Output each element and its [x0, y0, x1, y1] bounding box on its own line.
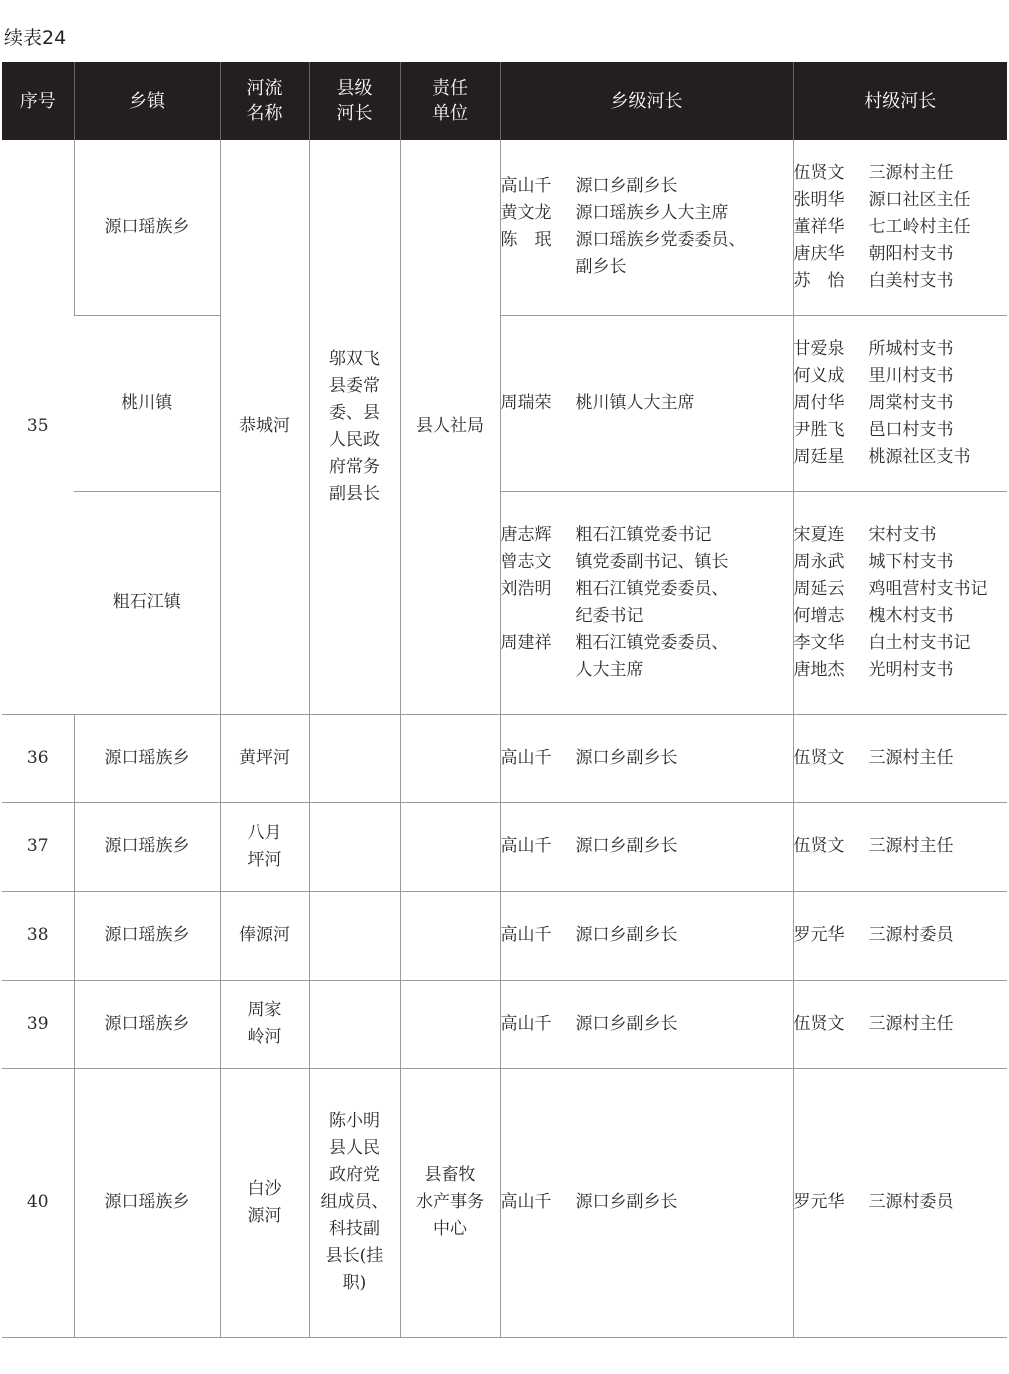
township-cell: 源口瑶族乡	[74, 140, 220, 315]
town-chief-cell	[500, 980, 793, 1068]
river-cell: 白沙 源河	[220, 1068, 309, 1337]
list-item: 周瑞荣 桃川镇人大主席	[500, 392, 695, 413]
town-chief-cell	[500, 315, 793, 491]
county-chief-cell	[309, 891, 400, 980]
town-chief-cell	[500, 140, 793, 315]
list-item: 宋夏连 宋村支书	[793, 524, 937, 545]
village-chief-cell	[793, 891, 1007, 980]
village-chief-cell	[793, 714, 1007, 802]
list-item: 高山千 源口乡副乡长	[500, 176, 678, 197]
header-town-chief: 乡级河长	[500, 62, 793, 140]
township-cell: 源口瑶族乡	[74, 1068, 220, 1337]
table-row	[2, 891, 1007, 980]
list-item: 苏 怡 白美村支书	[793, 270, 954, 291]
seq-cell: 35	[2, 140, 74, 714]
list-item: 何增志 槐木村支书	[793, 605, 954, 626]
river-cell: 黄坪河	[220, 714, 309, 802]
town-chief-cell	[500, 491, 793, 714]
list-item: 陈 珉 源口瑶族乡党委委员、	[500, 230, 746, 251]
seq-cell: 36	[2, 714, 74, 802]
village-chief-cell	[793, 980, 1007, 1068]
header-seq: 序号	[2, 62, 74, 140]
list-item: 高山千 源口乡副乡长	[500, 1192, 678, 1212]
unit-cell: 县人社局	[400, 140, 500, 714]
table-row	[2, 491, 1007, 714]
list-item: 伍贤文 三源村主任	[793, 836, 954, 856]
table-row	[2, 140, 1007, 315]
list-item: 尹胜飞 邑口村支书	[793, 419, 954, 440]
list-item: 人大主席	[575, 659, 644, 680]
river-cell: 俸源河	[220, 891, 309, 980]
list-item: 李文华 白土村支书记	[793, 632, 971, 653]
county-chief-cell	[309, 980, 400, 1068]
seq-cell: 37	[2, 802, 74, 891]
county-chief-cell: 陈小明 县人民 政府党 组成员、 科技副 县长(挂 职)	[309, 1068, 400, 1337]
unit-cell	[400, 891, 500, 980]
list-item: 张明华 源口社区主任	[793, 189, 971, 210]
table-row	[2, 1068, 1007, 1337]
header-village-chief: 村级河长	[793, 62, 1007, 140]
list-item: 周廷星 桃源社区支书	[793, 446, 971, 467]
township-cell: 源口瑶族乡	[74, 802, 220, 891]
list-item: 高山千 源口乡副乡长	[500, 925, 678, 945]
table-row	[2, 802, 1007, 891]
list-item: 伍贤文 三源村主任	[793, 1013, 954, 1034]
list-item: 罗元华 三源村委员	[793, 1192, 954, 1212]
list-item: 伍贤文 三源村主任	[793, 162, 954, 183]
table-row	[2, 315, 1007, 491]
town-chief-cell	[500, 802, 793, 891]
village-chief-cell	[793, 140, 1007, 315]
county-chief-cell	[309, 802, 400, 891]
list-item: 刘浩明 粗石江镇党委委员、	[500, 578, 729, 599]
river-cell: 八月 坪河	[220, 802, 309, 891]
list-item: 黄文龙 源口瑶族乡人大主席	[500, 203, 729, 224]
township-cell: 桃川镇	[74, 315, 220, 491]
village-chief-cell	[793, 315, 1007, 491]
town-chief-cell	[500, 1068, 793, 1337]
unit-cell: 县畜牧 水产事务 中心	[400, 1068, 500, 1337]
list-item: 纪委书记	[575, 605, 644, 626]
town-chief-cell	[500, 714, 793, 802]
list-item: 董祥华 七工岭村主任	[793, 216, 971, 237]
seq-cell: 39	[2, 980, 74, 1068]
town-chief-cell	[500, 891, 793, 980]
table-caption: 续表24	[4, 27, 67, 49]
list-item: 副乡长	[575, 257, 627, 278]
list-item: 唐庆华 朝阳村支书	[793, 243, 954, 264]
list-item: 周延云 鸡咀营村支书记	[793, 578, 988, 599]
header-township: 乡镇	[74, 62, 220, 140]
county-chief-cell	[309, 714, 400, 802]
unit-cell	[400, 802, 500, 891]
unit-cell	[400, 714, 500, 802]
table-row	[2, 714, 1007, 802]
village-chief-cell	[793, 1068, 1007, 1337]
township-cell: 源口瑶族乡	[74, 980, 220, 1068]
header-unit: 责任 单位	[400, 62, 500, 140]
list-item: 甘爱泉 所城村支书	[793, 338, 954, 359]
list-item: 高山千 源口乡副乡长	[500, 747, 678, 768]
list-item: 唐志辉 粗石江镇党委书记	[500, 524, 712, 545]
seq-cell: 40	[2, 1068, 74, 1337]
list-item: 唐地杰 光明村支书	[793, 659, 954, 680]
township-cell: 源口瑶族乡	[74, 891, 220, 980]
river-cell: 恭城河	[220, 140, 309, 714]
list-item: 高山千 源口乡副乡长	[500, 1013, 678, 1034]
river-cell: 周家 岭河	[220, 980, 309, 1068]
header-river: 河流 名称	[220, 62, 309, 140]
township-cell: 源口瑶族乡	[74, 714, 220, 802]
list-item: 周永武 城下村支书	[793, 551, 954, 572]
list-item: 高山千 源口乡副乡长	[500, 836, 678, 856]
township-cell: 粗石江镇	[74, 491, 220, 714]
list-item: 曾志文 镇党委副书记、镇长	[500, 551, 729, 572]
list-item: 何义成 里川村支书	[793, 365, 954, 386]
list-item: 周付华 周棠村支书	[793, 392, 954, 413]
header-county-chief: 县级 河长	[309, 62, 400, 140]
county-chief-cell: 邬双飞 县委常 委、县 人民政 府常务 副县长	[309, 140, 400, 714]
village-chief-cell	[793, 802, 1007, 891]
village-chief-cell	[793, 491, 1007, 714]
seq-cell: 38	[2, 891, 74, 980]
unit-cell	[400, 980, 500, 1068]
header-row	[2, 62, 1007, 140]
table-row	[2, 980, 1007, 1068]
river-chief-table	[2, 62, 1007, 1338]
list-item: 伍贤文 三源村主任	[793, 747, 954, 768]
list-item: 罗元华 三源村委员	[793, 925, 954, 945]
list-item: 周建祥 粗石江镇党委委员、	[500, 632, 729, 653]
